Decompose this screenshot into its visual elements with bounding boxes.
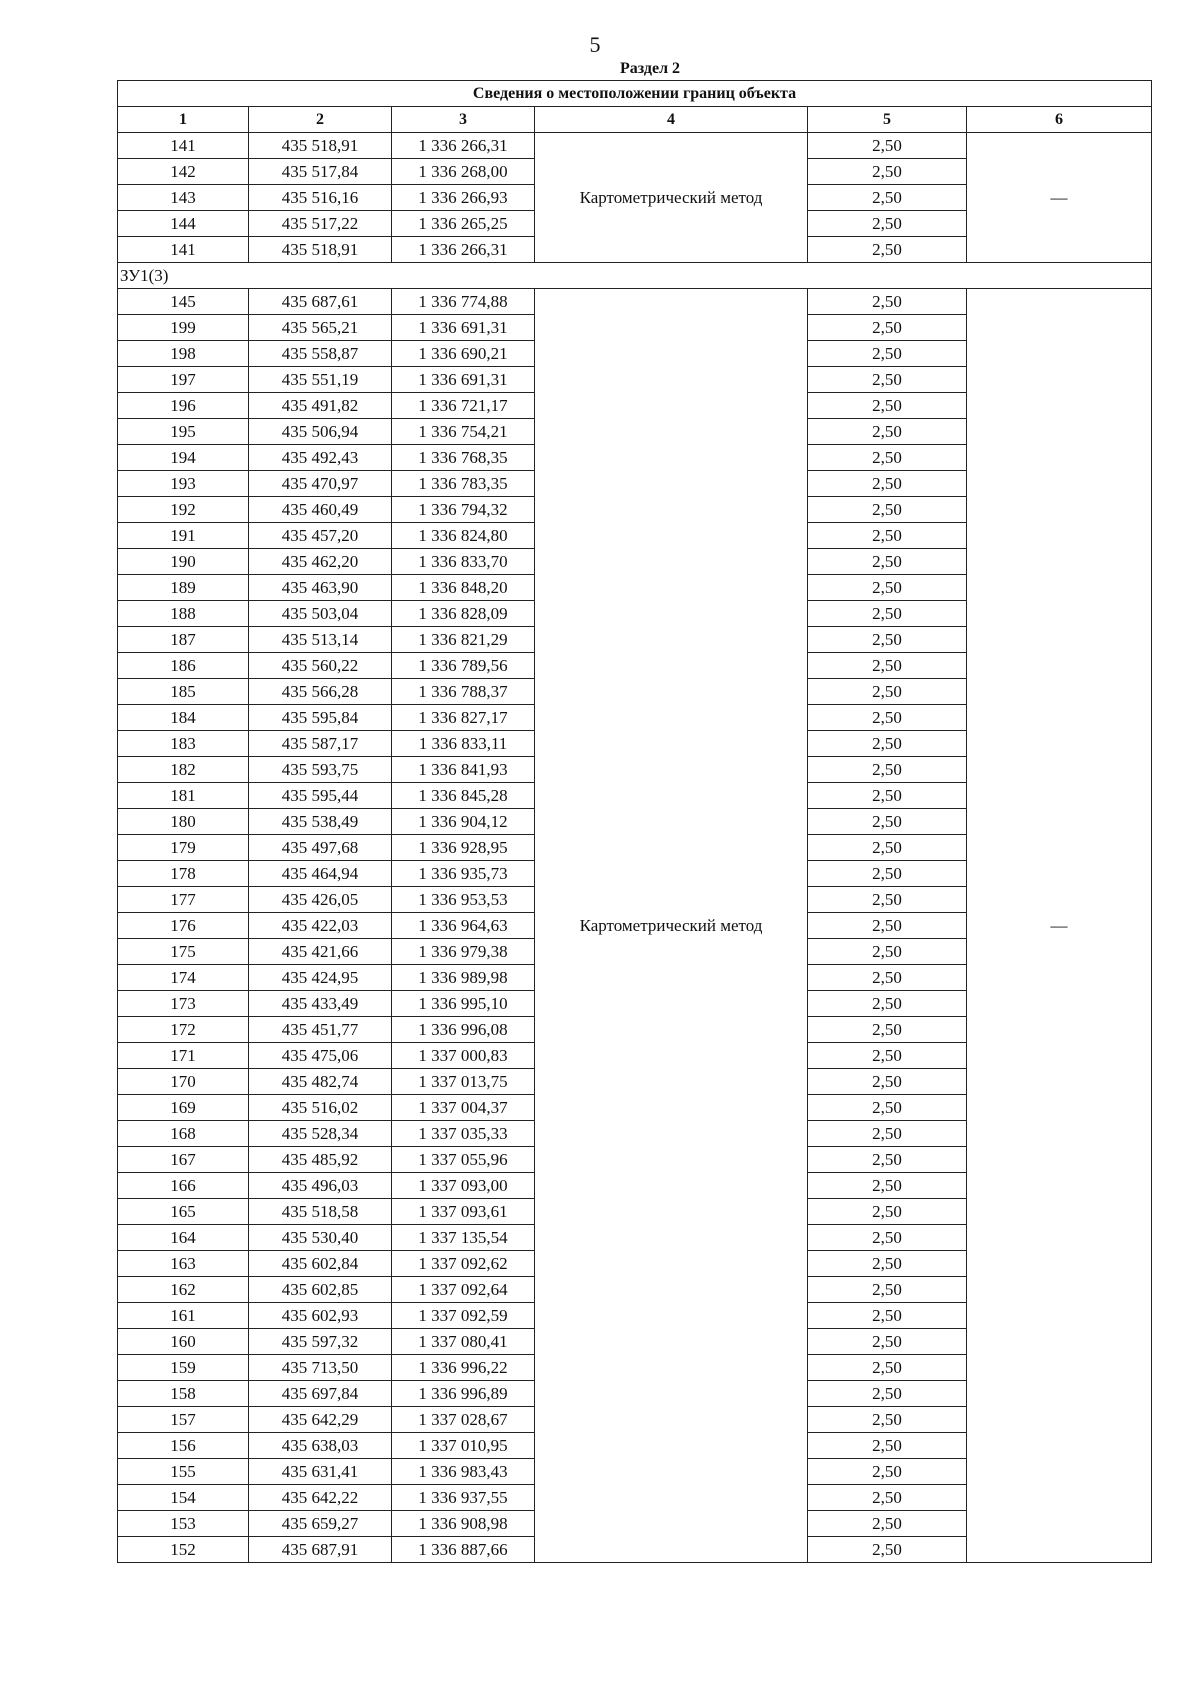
- column-header: 5: [808, 107, 967, 133]
- coordinate-y: 1 336 995,10: [392, 991, 535, 1017]
- accuracy-value: 2,50: [808, 393, 967, 419]
- coordinate-x: 435 433,49: [249, 991, 392, 1017]
- accuracy-value: 2,50: [808, 1277, 967, 1303]
- coordinate-y: 1 337 092,62: [392, 1251, 535, 1277]
- accuracy-value: 2,50: [808, 757, 967, 783]
- point-number: 141: [118, 133, 249, 159]
- coordinate-x: 435 518,91: [249, 133, 392, 159]
- coordinate-y: 1 337 004,37: [392, 1095, 535, 1121]
- coordinate-x: 435 517,84: [249, 159, 392, 185]
- group-label: ЗУ1(3): [118, 263, 1152, 289]
- accuracy-value: 2,50: [808, 1069, 967, 1095]
- coordinate-y: 1 336 904,12: [392, 809, 535, 835]
- coordinate-y: 1 336 690,21: [392, 341, 535, 367]
- point-number: 165: [118, 1199, 249, 1225]
- coordinate-x: 435 516,02: [249, 1095, 392, 1121]
- point-number: 169: [118, 1095, 249, 1121]
- column-header: 4: [535, 107, 808, 133]
- point-number: 155: [118, 1459, 249, 1485]
- accuracy-value: 2,50: [808, 133, 967, 159]
- coordinate-y: 1 336 266,31: [392, 133, 535, 159]
- point-number: 162: [118, 1277, 249, 1303]
- accuracy-value: 2,50: [808, 367, 967, 393]
- accuracy-value: 2,50: [808, 1459, 967, 1485]
- point-number: 168: [118, 1121, 249, 1147]
- point-number: 172: [118, 1017, 249, 1043]
- coordinate-x: 435 460,49: [249, 497, 392, 523]
- point-number: 187: [118, 627, 249, 653]
- point-number: 195: [118, 419, 249, 445]
- coordinate-y: 1 336 833,11: [392, 731, 535, 757]
- coordinate-y: 1 336 887,66: [392, 1537, 535, 1563]
- accuracy-value: 2,50: [808, 575, 967, 601]
- column-header: 1: [118, 107, 249, 133]
- accuracy-value: 2,50: [808, 939, 967, 965]
- point-number: 180: [118, 809, 249, 835]
- coordinate-x: 435 496,03: [249, 1173, 392, 1199]
- column-header: 3: [392, 107, 535, 133]
- point-number: 191: [118, 523, 249, 549]
- point-number: 170: [118, 1069, 249, 1095]
- coordinate-y: 1 336 989,98: [392, 965, 535, 991]
- coordinate-x: 435 518,58: [249, 1199, 392, 1225]
- accuracy-value: 2,50: [808, 1173, 967, 1199]
- coordinate-x: 435 457,20: [249, 523, 392, 549]
- point-number: 163: [118, 1251, 249, 1277]
- accuracy-value: 2,50: [808, 809, 967, 835]
- column-header: 2: [249, 107, 392, 133]
- coordinate-y: 1 336 783,35: [392, 471, 535, 497]
- point-number: 159: [118, 1355, 249, 1381]
- coordinate-y: 1 336 774,88: [392, 289, 535, 315]
- coordinate-y: 1 336 996,89: [392, 1381, 535, 1407]
- point-number: 154: [118, 1485, 249, 1511]
- coordinate-y: 1 336 266,31: [392, 237, 535, 263]
- point-number: 181: [118, 783, 249, 809]
- coordinate-x: 435 518,91: [249, 237, 392, 263]
- coordinate-y: 1 336 754,21: [392, 419, 535, 445]
- accuracy-value: 2,50: [808, 1381, 967, 1407]
- point-number: 186: [118, 653, 249, 679]
- point-number: 164: [118, 1225, 249, 1251]
- accuracy-value: 2,50: [808, 1121, 967, 1147]
- accuracy-value: 2,50: [808, 705, 967, 731]
- coordinate-y: 1 336 265,25: [392, 211, 535, 237]
- coordinate-x: 435 595,44: [249, 783, 392, 809]
- coordinate-x: 435 551,19: [249, 367, 392, 393]
- accuracy-value: 2,50: [808, 1303, 967, 1329]
- accuracy-value: 2,50: [808, 1251, 967, 1277]
- accuracy-value: 2,50: [808, 1017, 967, 1043]
- accuracy-value: 2,50: [808, 1433, 967, 1459]
- accuracy-value: 2,50: [808, 835, 967, 861]
- accuracy-value: 2,50: [808, 549, 967, 575]
- coordinate-y: 1 336 908,98: [392, 1511, 535, 1537]
- accuracy-value: 2,50: [808, 471, 967, 497]
- accuracy-value: 2,50: [808, 341, 967, 367]
- point-number: 196: [118, 393, 249, 419]
- coordinate-x: 435 517,22: [249, 211, 392, 237]
- coordinate-x: 435 513,14: [249, 627, 392, 653]
- coordinate-y: 1 336 928,95: [392, 835, 535, 861]
- point-number: 184: [118, 705, 249, 731]
- accuracy-value: 2,50: [808, 315, 967, 341]
- coordinate-x: 435 642,29: [249, 1407, 392, 1433]
- coordinate-x: 435 506,94: [249, 419, 392, 445]
- coordinate-y: 1 336 848,20: [392, 575, 535, 601]
- coordinate-y: 1 337 092,59: [392, 1303, 535, 1329]
- coordinate-x: 435 595,84: [249, 705, 392, 731]
- section-title: Раздел 2: [619, 60, 681, 77]
- point-number: 157: [118, 1407, 249, 1433]
- point-number: 178: [118, 861, 249, 887]
- coordinate-y: 1 336 789,56: [392, 653, 535, 679]
- coordinate-y: 1 336 788,37: [392, 679, 535, 705]
- coordinate-y: 1 336 691,31: [392, 315, 535, 341]
- accuracy-value: 2,50: [808, 1199, 967, 1225]
- table-row: [118, 133, 1152, 159]
- page-number: 5: [589, 32, 601, 57]
- coordinate-x: 435 593,75: [249, 757, 392, 783]
- point-number: 185: [118, 679, 249, 705]
- point-number: 190: [118, 549, 249, 575]
- point-number: 141: [118, 237, 249, 263]
- coordinate-x: 435 687,61: [249, 289, 392, 315]
- accuracy-value: 2,50: [808, 445, 967, 471]
- coordinate-y: 1 336 935,73: [392, 861, 535, 887]
- accuracy-value: 2,50: [808, 497, 967, 523]
- coordinate-y: 1 336 845,28: [392, 783, 535, 809]
- coordinate-x: 435 697,84: [249, 1381, 392, 1407]
- accuracy-value: 2,50: [808, 783, 967, 809]
- coordinate-x: 435 602,93: [249, 1303, 392, 1329]
- coordinate-x: 435 558,87: [249, 341, 392, 367]
- coordinate-y: 1 336 691,31: [392, 367, 535, 393]
- coordinate-y: 1 336 841,93: [392, 757, 535, 783]
- point-number: 142: [118, 159, 249, 185]
- point-number: 198: [118, 341, 249, 367]
- coordinate-x: 435 497,68: [249, 835, 392, 861]
- accuracy-value: 2,50: [808, 601, 967, 627]
- coordinate-y: 1 337 010,95: [392, 1433, 535, 1459]
- accuracy-value: 2,50: [808, 1485, 967, 1511]
- accuracy-value: 2,50: [808, 887, 967, 913]
- accuracy-value: 2,50: [808, 1043, 967, 1069]
- coordinate-y: 1 336 937,55: [392, 1485, 535, 1511]
- accuracy-value: 2,50: [808, 1095, 967, 1121]
- point-number: 166: [118, 1173, 249, 1199]
- coordinate-y: 1 337 093,00: [392, 1173, 535, 1199]
- coordinate-y: 1 336 833,70: [392, 549, 535, 575]
- coordinate-x: 435 538,49: [249, 809, 392, 835]
- coordinate-x: 435 503,04: [249, 601, 392, 627]
- coordinate-x: 435 424,95: [249, 965, 392, 991]
- coordinate-y: 1 337 135,54: [392, 1225, 535, 1251]
- accuracy-value: 2,50: [808, 965, 967, 991]
- coordinate-x: 435 492,43: [249, 445, 392, 471]
- coordinate-x: 435 602,84: [249, 1251, 392, 1277]
- accuracy-value: 2,50: [808, 1511, 967, 1537]
- point-number: 188: [118, 601, 249, 627]
- accuracy-value: 2,50: [808, 1225, 967, 1251]
- coordinate-y: 1 336 953,53: [392, 887, 535, 913]
- point-number: 183: [118, 731, 249, 757]
- coordinate-x: 435 464,94: [249, 861, 392, 887]
- coordinate-x: 435 566,28: [249, 679, 392, 705]
- accuracy-value: 2,50: [808, 731, 967, 757]
- coordinate-y: 1 337 035,33: [392, 1121, 535, 1147]
- accuracy-value: 2,50: [808, 1537, 967, 1563]
- coordinate-x: 435 560,22: [249, 653, 392, 679]
- column-header-row: [118, 107, 1152, 133]
- coordinate-x: 435 463,90: [249, 575, 392, 601]
- point-number: 182: [118, 757, 249, 783]
- accuracy-value: 2,50: [808, 1355, 967, 1381]
- point-number: 152: [118, 1537, 249, 1563]
- point-number: 192: [118, 497, 249, 523]
- group-label-row: [118, 263, 1152, 289]
- point-number: 176: [118, 913, 249, 939]
- coordinate-x: 435 462,20: [249, 549, 392, 575]
- coordinate-y: 1 336 824,80: [392, 523, 535, 549]
- accuracy-value: 2,50: [808, 523, 967, 549]
- coordinate-x: 435 565,21: [249, 315, 392, 341]
- accuracy-value: 2,50: [808, 627, 967, 653]
- table-caption: Сведения о местоположении границ объекта: [118, 81, 1152, 107]
- accuracy-value: 2,50: [808, 237, 967, 263]
- accuracy-value: 2,50: [808, 419, 967, 445]
- coordinate-y: 1 336 996,08: [392, 1017, 535, 1043]
- coordinate-x: 435 687,91: [249, 1537, 392, 1563]
- coordinate-y: 1 336 268,00: [392, 159, 535, 185]
- point-number: 144: [118, 211, 249, 237]
- coordinate-x: 435 587,17: [249, 731, 392, 757]
- coordinate-y: 1 337 000,83: [392, 1043, 535, 1069]
- point-number: 194: [118, 445, 249, 471]
- point-number: 177: [118, 887, 249, 913]
- coordinate-x: 435 530,40: [249, 1225, 392, 1251]
- accuracy-value: 2,50: [808, 1147, 967, 1173]
- coordinate-x: 435 475,06: [249, 1043, 392, 1069]
- accuracy-value: 2,50: [808, 653, 967, 679]
- point-number: 174: [118, 965, 249, 991]
- note-cell: —: [967, 289, 1152, 1563]
- point-number: 160: [118, 1329, 249, 1355]
- coordinate-y: 1 336 828,09: [392, 601, 535, 627]
- point-number: 156: [118, 1433, 249, 1459]
- coordinate-x: 435 485,92: [249, 1147, 392, 1173]
- accuracy-value: 2,50: [808, 159, 967, 185]
- coordinate-x: 435 426,05: [249, 887, 392, 913]
- coordinate-y: 1 337 092,64: [392, 1277, 535, 1303]
- method-cell: Картометрический метод: [535, 289, 808, 1563]
- coordinate-x: 435 482,74: [249, 1069, 392, 1095]
- point-number: 145: [118, 289, 249, 315]
- point-number: 179: [118, 835, 249, 861]
- point-number: 167: [118, 1147, 249, 1173]
- coordinate-y: 1 336 827,17: [392, 705, 535, 731]
- coordinate-x: 435 642,22: [249, 1485, 392, 1511]
- accuracy-value: 2,50: [808, 289, 967, 315]
- coordinate-y: 1 337 093,61: [392, 1199, 535, 1225]
- coordinate-x: 435 597,32: [249, 1329, 392, 1355]
- boundary-coordinates-table: [117, 80, 1152, 1563]
- coordinate-y: 1 337 080,41: [392, 1329, 535, 1355]
- coordinate-x: 435 528,34: [249, 1121, 392, 1147]
- coordinate-y: 1 336 821,29: [392, 627, 535, 653]
- point-number: 199: [118, 315, 249, 341]
- coordinate-x: 435 631,41: [249, 1459, 392, 1485]
- method-cell: Картометрический метод: [535, 133, 808, 263]
- point-number: 161: [118, 1303, 249, 1329]
- point-number: 173: [118, 991, 249, 1017]
- table-row: [118, 289, 1152, 315]
- note-cell: —: [967, 133, 1152, 263]
- accuracy-value: 2,50: [808, 211, 967, 237]
- accuracy-value: 2,50: [808, 1407, 967, 1433]
- coordinate-y: 1 336 979,38: [392, 939, 535, 965]
- point-number: 189: [118, 575, 249, 601]
- accuracy-value: 2,50: [808, 913, 967, 939]
- coordinate-y: 1 336 266,93: [392, 185, 535, 211]
- point-number: 143: [118, 185, 249, 211]
- coordinate-x: 435 516,16: [249, 185, 392, 211]
- point-number: 175: [118, 939, 249, 965]
- coordinate-y: 1 337 028,67: [392, 1407, 535, 1433]
- coordinate-x: 435 638,03: [249, 1433, 392, 1459]
- point-number: 193: [118, 471, 249, 497]
- accuracy-value: 2,50: [808, 991, 967, 1017]
- coordinate-x: 435 713,50: [249, 1355, 392, 1381]
- coordinate-y: 1 336 996,22: [392, 1355, 535, 1381]
- coordinate-x: 435 421,66: [249, 939, 392, 965]
- point-number: 153: [118, 1511, 249, 1537]
- coordinate-x: 435 422,03: [249, 913, 392, 939]
- coordinate-y: 1 336 983,43: [392, 1459, 535, 1485]
- accuracy-value: 2,50: [808, 1329, 967, 1355]
- coordinate-x: 435 451,77: [249, 1017, 392, 1043]
- coordinate-y: 1 336 768,35: [392, 445, 535, 471]
- accuracy-value: 2,50: [808, 679, 967, 705]
- coordinate-y: 1 337 013,75: [392, 1069, 535, 1095]
- coordinate-y: 1 337 055,96: [392, 1147, 535, 1173]
- column-header: 6: [967, 107, 1152, 133]
- point-number: 171: [118, 1043, 249, 1069]
- point-number: 158: [118, 1381, 249, 1407]
- coordinate-x: 435 602,85: [249, 1277, 392, 1303]
- coordinate-y: 1 336 964,63: [392, 913, 535, 939]
- accuracy-value: 2,50: [808, 185, 967, 211]
- coordinate-y: 1 336 721,17: [392, 393, 535, 419]
- coordinate-y: 1 336 794,32: [392, 497, 535, 523]
- coordinate-x: 435 491,82: [249, 393, 392, 419]
- point-number: 197: [118, 367, 249, 393]
- accuracy-value: 2,50: [808, 861, 967, 887]
- coordinate-x: 435 659,27: [249, 1511, 392, 1537]
- coordinate-x: 435 470,97: [249, 471, 392, 497]
